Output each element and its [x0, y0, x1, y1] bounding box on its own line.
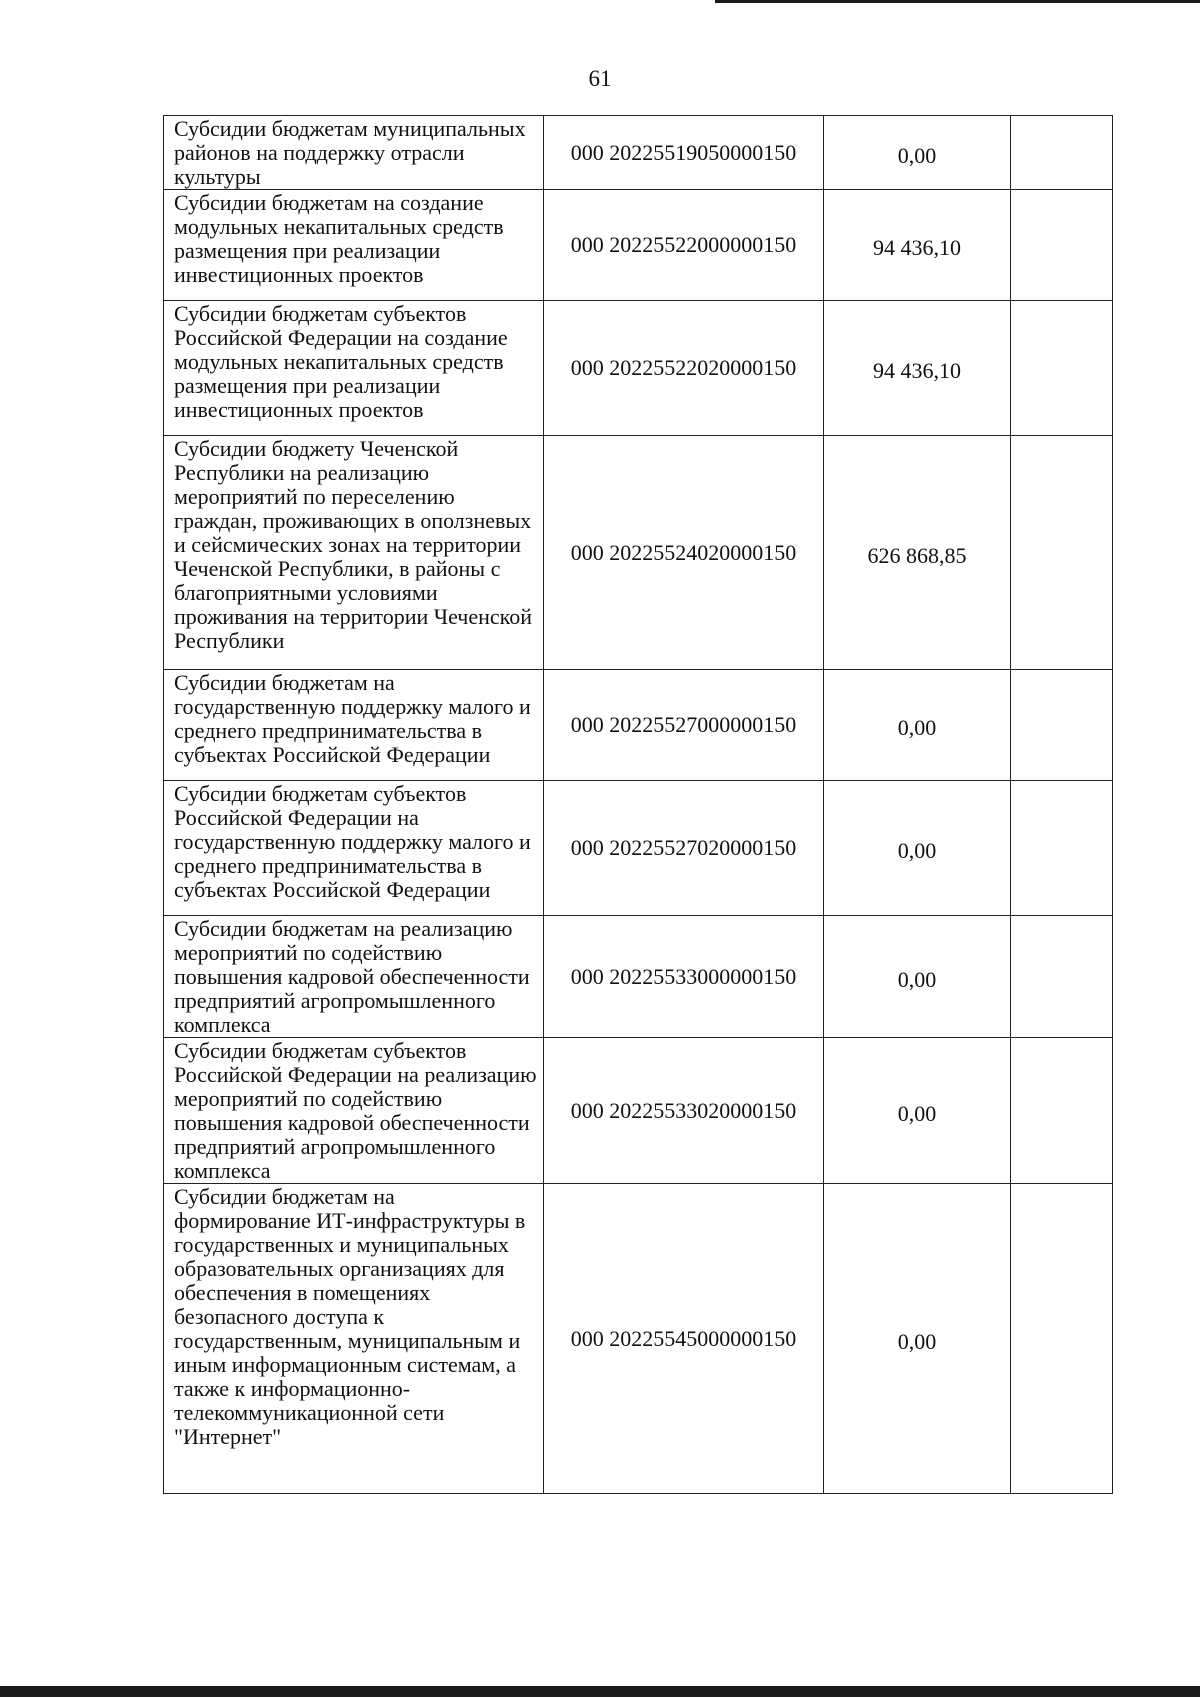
- scan-edge-top: [715, 0, 1200, 3]
- table-row: [164, 190, 1113, 301]
- row-extra-cell: [1011, 1184, 1113, 1494]
- row-extra-cell: [1011, 670, 1113, 781]
- row-name-cell: Субсидии бюджетам на формирование ИТ-инфраструктуры в государственных и муниципальных образовательных организациях для обеспечения в помещениях безопасного доступа к государственным, муниципальным и иным информационным системам, а также к информационно-телекоммуникационной сети "Интернет": [164, 1184, 544, 1494]
- table-row: [164, 436, 1113, 670]
- row-code-cell: 000 20225545000000150: [544, 1184, 824, 1494]
- row-code-cell: 000 20225524020000150: [544, 436, 824, 670]
- row-amount-cell: 0,00: [824, 916, 1011, 1038]
- row-name-cell: Субсидии бюджетам муниципальных районов на поддержку отрасли культуры: [164, 116, 544, 190]
- row-extra-cell: [1011, 190, 1113, 301]
- row-name-cell: Субсидии бюджету Чеченской Республики на реализацию мероприятий по переселению граждан, проживающих в оползневых и сейсмических зонах на территории Чеченской Республики, в районы с благоприятными условиями проживания на территории Чеченской Республики: [164, 436, 544, 670]
- row-extra-cell: [1011, 1038, 1113, 1184]
- row-amount-cell: 626 868,85: [824, 436, 1011, 670]
- row-code-cell: 000 20225527000000150: [544, 670, 824, 781]
- row-extra-cell: [1011, 781, 1113, 916]
- row-code-cell: 000 20225527020000150: [544, 781, 824, 916]
- row-name-cell: Субсидии бюджетам субъектов Российской Федерации на реализацию мероприятий по содействию повышения кадровой обеспеченности предприятий агропромышленного комплекса: [164, 1038, 544, 1184]
- row-code-cell: 000 20225533020000150: [544, 1038, 824, 1184]
- table-row: [164, 1038, 1113, 1184]
- row-code-cell: 000 20225533000000150: [544, 916, 824, 1038]
- row-name-cell: Субсидии бюджетам субъектов Российской Федерации на создание модульных некапитальных средств размещения при реализации инвестиционных проектов: [164, 301, 544, 436]
- row-extra-cell: [1011, 116, 1113, 190]
- row-amount-cell: 94 436,10: [824, 301, 1011, 436]
- row-code-cell: 000 20225522000000150: [544, 190, 824, 301]
- row-amount-cell: 0,00: [824, 1184, 1011, 1494]
- page-number: 61: [588, 66, 612, 91]
- table-row: [164, 670, 1113, 781]
- row-name-cell: Субсидии бюджетам на создание модульных некапитальных средств размещения при реализации инвестиционных проектов: [164, 190, 544, 301]
- row-amount-cell: 0,00: [824, 116, 1011, 190]
- scan-edge-bottom: [0, 1686, 1200, 1697]
- table-row: [164, 1184, 1113, 1494]
- table-row: [164, 301, 1113, 436]
- row-name-cell: Субсидии бюджетам субъектов Российской Федерации на государственную поддержку малого и среднего предпринимательства в субъектах Российской Федерации: [164, 781, 544, 916]
- table-row: [164, 916, 1113, 1038]
- row-code-cell: 000 20225519050000150: [544, 116, 824, 190]
- row-extra-cell: [1011, 916, 1113, 1038]
- budget-table: [163, 115, 1113, 1494]
- table-row: [164, 116, 1113, 190]
- row-code-cell: 000 20225522020000150: [544, 301, 824, 436]
- table-row: [164, 781, 1113, 916]
- row-extra-cell: [1011, 301, 1113, 436]
- row-amount-cell: 94 436,10: [824, 190, 1011, 301]
- row-name-cell: Субсидии бюджетам на реализацию мероприятий по содействию повышения кадровой обеспеченности предприятий агропромышленного комплекса: [164, 916, 544, 1038]
- row-extra-cell: [1011, 436, 1113, 670]
- row-name-cell: Субсидии бюджетам на государственную поддержку малого и среднего предпринимательства в субъектах Российской Федерации: [164, 670, 544, 781]
- row-amount-cell: 0,00: [824, 1038, 1011, 1184]
- row-amount-cell: 0,00: [824, 781, 1011, 916]
- row-amount-cell: 0,00: [824, 670, 1011, 781]
